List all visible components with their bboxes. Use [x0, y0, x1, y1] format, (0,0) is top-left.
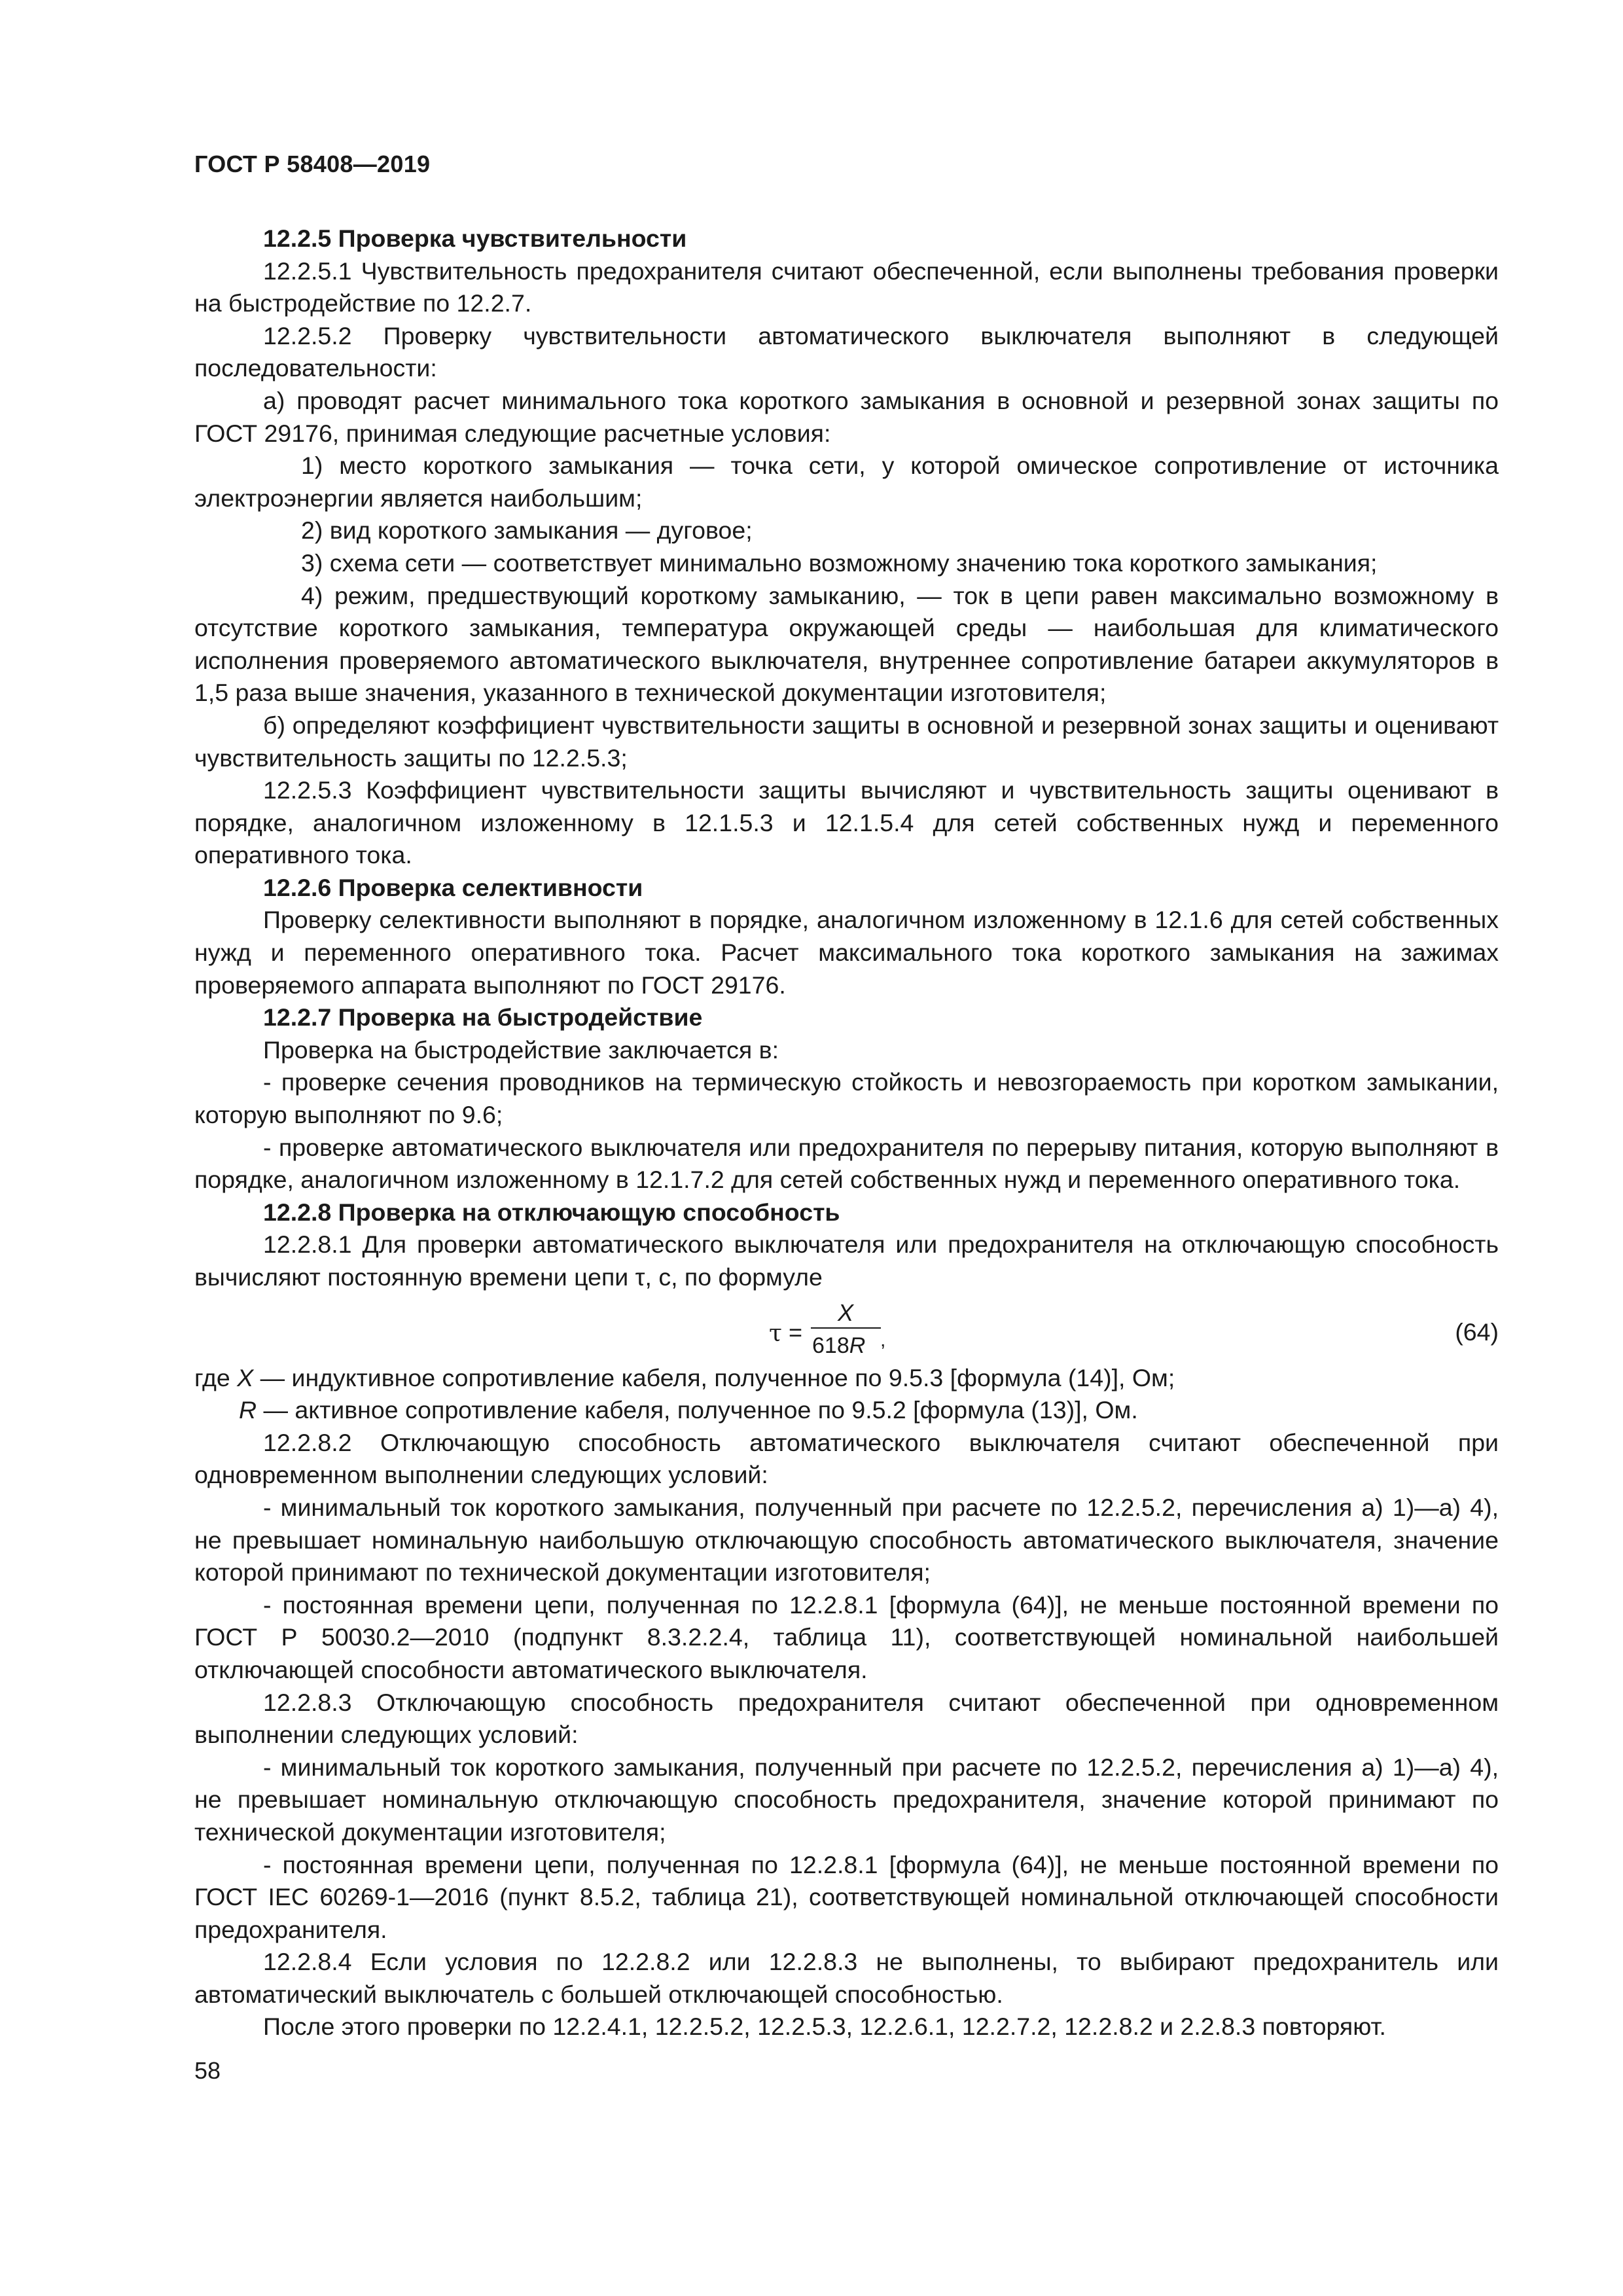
dash-item-12-2-8-2-1: - минимальный ток короткого замыкания, полученный при расчете по 12.2.5.2, перечисления а) 1)—а) 4), не превышает номинальную наибольшую отключающую способность автоматического выключателя, значение которой принимают по технической документации изготовителя; [194, 1493, 1499, 1587]
dash-item-12-2-8-3-1: - минимальный ток короткого замыкания, полученный при расчете по 12.2.5.2, перечисления а) 1)—а) 4), не превышает номинальную отключающую способность предохранителя, значение которой принимают по технической документации изготовителя; [194, 1753, 1499, 1846]
paragraph-12-2-5-2: 12.2.5.2 Проверку чувствительности автоматического выключателя выполняют в следующей последовательности: [194, 321, 1499, 382]
formula-trailing-comma: , [880, 1329, 886, 1351]
formula-denominator [812, 1330, 865, 1363]
formula-numerator: X [838, 1299, 854, 1326]
dash-item-12-2-8-3-2: - постоянная времени цепи, полученная по 12.2.8.1 [формула (64)], не меньше постоянной времени по ГОСТ IEC 60269-1—2016 (пункт 8.5.2, таблица 21), соответствующей номинальной отключающей способности предохранителя. [194, 1850, 1499, 1943]
fraction-bar [811, 1327, 881, 1329]
where-x-line [194, 1362, 1499, 1395]
list-item-a: а) проводят расчет минимального тока короткого замыкания в основной и резервной зонах защиты по ГОСТ 29176, принимая следующие расчетные условия: [194, 386, 1499, 447]
denominator-variable: R [849, 1333, 866, 1358]
dash-item-12-2-7-2: - проверке автоматического выключателя или предохранителя по перерыву питания, которую выполняют в порядке, аналогичном изложенному в 12.1.7.2 для сетей собственных нужд и переменного оперативного тока. [194, 1133, 1499, 1194]
paragraph-12-2-7-intro: Проверка на быстродействие заключается в: [263, 1035, 779, 1064]
list-item-a4: 4) режим, предшествующий короткому замыканию, — ток в цепи равен максимально возможному в отсутствие короткого замыкания, температура окружающей среды — наибольшая для климатического исполнения проверяемого автоматического выключателя, внутреннее сопротивление батареи аккумуляторов в 1,5 раза выше значения, указанного в технической документации изготовителя; [194, 581, 1499, 707]
paragraph-12-2-5-3: 12.2.5.3 Коэффициент чувствительности защиты вычисляют и чувствительность защиты оценивают в порядке, аналогичном изложенному в 12.1.5.3 и 12.1.5.4 для сетей собственных нужд и переменного оперативного тока. [194, 776, 1499, 869]
paragraph-12-2-8-4: 12.2.8.4 Если условия по 12.2.8.2 или 12.2.8.3 не выполнены, то выбирают предохранитель или автоматический выключатель с большей отключающей способностью. [194, 1948, 1499, 2008]
paragraph-12-2-8-1: 12.2.8.1 Для проверки автоматического выключателя или предохранителя на отключающую способность вычисляют постоянную времени цепи τ, с, по формуле [194, 1230, 1499, 1291]
dash-item-12-2-8-2-2: - постоянная времени цепи, полученная по 12.2.8.1 [формула (64)], не меньше постоянной времени по ГОСТ Р 50030.2—2010 (подпункт 8.3.2.2.4, таблица 11), соответствующей номинальной наибольшей отключающей способности автоматического выключателя. [194, 1590, 1499, 1683]
list-item-b: б) определяют коэффициент чувствительности защиты в основной и резервной зонах защиты и оценивают чувствительность защиты по 12.2.5.3; [194, 711, 1499, 772]
list-item-a3: 3) схема сети — соответствует минимально возможному значению тока короткого замыкания; [301, 548, 1378, 577]
formula-lhs: τ [769, 1319, 782, 1347]
section-heading-12-2-8: 12.2.8 Проверка на отключающую способность [263, 1198, 840, 1226]
where-r-line [194, 1394, 1499, 1427]
list-item-a1: 1) место короткого замыкания — точка сети, у которой омическое сопротивление от источника электроэнергии является наибольшим; [194, 452, 1499, 512]
where-r-variable: R [239, 1396, 257, 1424]
page-body [194, 223, 1499, 2043]
dash-item-12-2-7-1: - проверке сечения проводников на термическую стойкость и невозгораемость при коротком замыкании, которую выполняют по 9.6; [194, 1068, 1499, 1129]
section-heading-12-2-5: 12.2.5 Проверка чувствительности [263, 224, 687, 252]
formula-number: (64) [1455, 1318, 1499, 1346]
list-item-a2: 2) вид короткого замыкания — дуговое; [301, 516, 753, 545]
paragraph-12-2-8-3: 12.2.8.3 Отключающую способность предохранителя считают обеспеченной при одновременном выполнении следующих условий: [194, 1688, 1499, 1749]
paragraph-12-2-6: Проверку селективности выполняют в порядке, аналогичном изложенному в 12.1.6 для сетей собственных нужд и переменного оперативного тока. Расчет максимального тока короткого замыкания на зажимах проверяемого аппарата выполняют по ГОСТ 29176. [194, 906, 1499, 999]
denominator-number: 618 [812, 1333, 849, 1358]
paragraph-12-2-5-1: 12.2.5.1 Чувствительность предохранителя считают обеспеченной, если выполнены требования проверки на быстродействие по 12.2.7. [194, 257, 1499, 317]
standard-header: ГОСТ Р 58408—2019 [194, 151, 431, 177]
paragraph-final: После этого проверки по 12.2.4.1, 12.2.5.2, 12.2.5.3, 12.2.6.1, 12.2.7.2, 12.2.8.2 и 2.2.8.3 повторяют. [263, 2013, 1386, 2041]
where-prefix: где [194, 1363, 238, 1391]
page-number: 58 [194, 2057, 221, 2084]
section-heading-12-2-6: 12.2.6 Проверка селективности [263, 873, 643, 901]
formula-equals: = [789, 1318, 803, 1346]
formula-64 [194, 1297, 1499, 1362]
paragraph-12-2-8-2: 12.2.8.2 Отключающую способность автоматического выключателя считают обеспеченной при одновременном выполнении следующих условий: [194, 1428, 1499, 1489]
where-x-variable: X [237, 1363, 254, 1391]
section-heading-12-2-7: 12.2.7 Проверка на быстродействие [263, 1003, 703, 1031]
where-r-definition: — активное сопротивление кабеля, полученное по 9.5.2 [формула (13)], Ом. [257, 1396, 1138, 1424]
where-x-definition: — индуктивное сопротивление кабеля, полученное по 9.5.3 [формула (14)], Ом; [253, 1363, 1175, 1391]
